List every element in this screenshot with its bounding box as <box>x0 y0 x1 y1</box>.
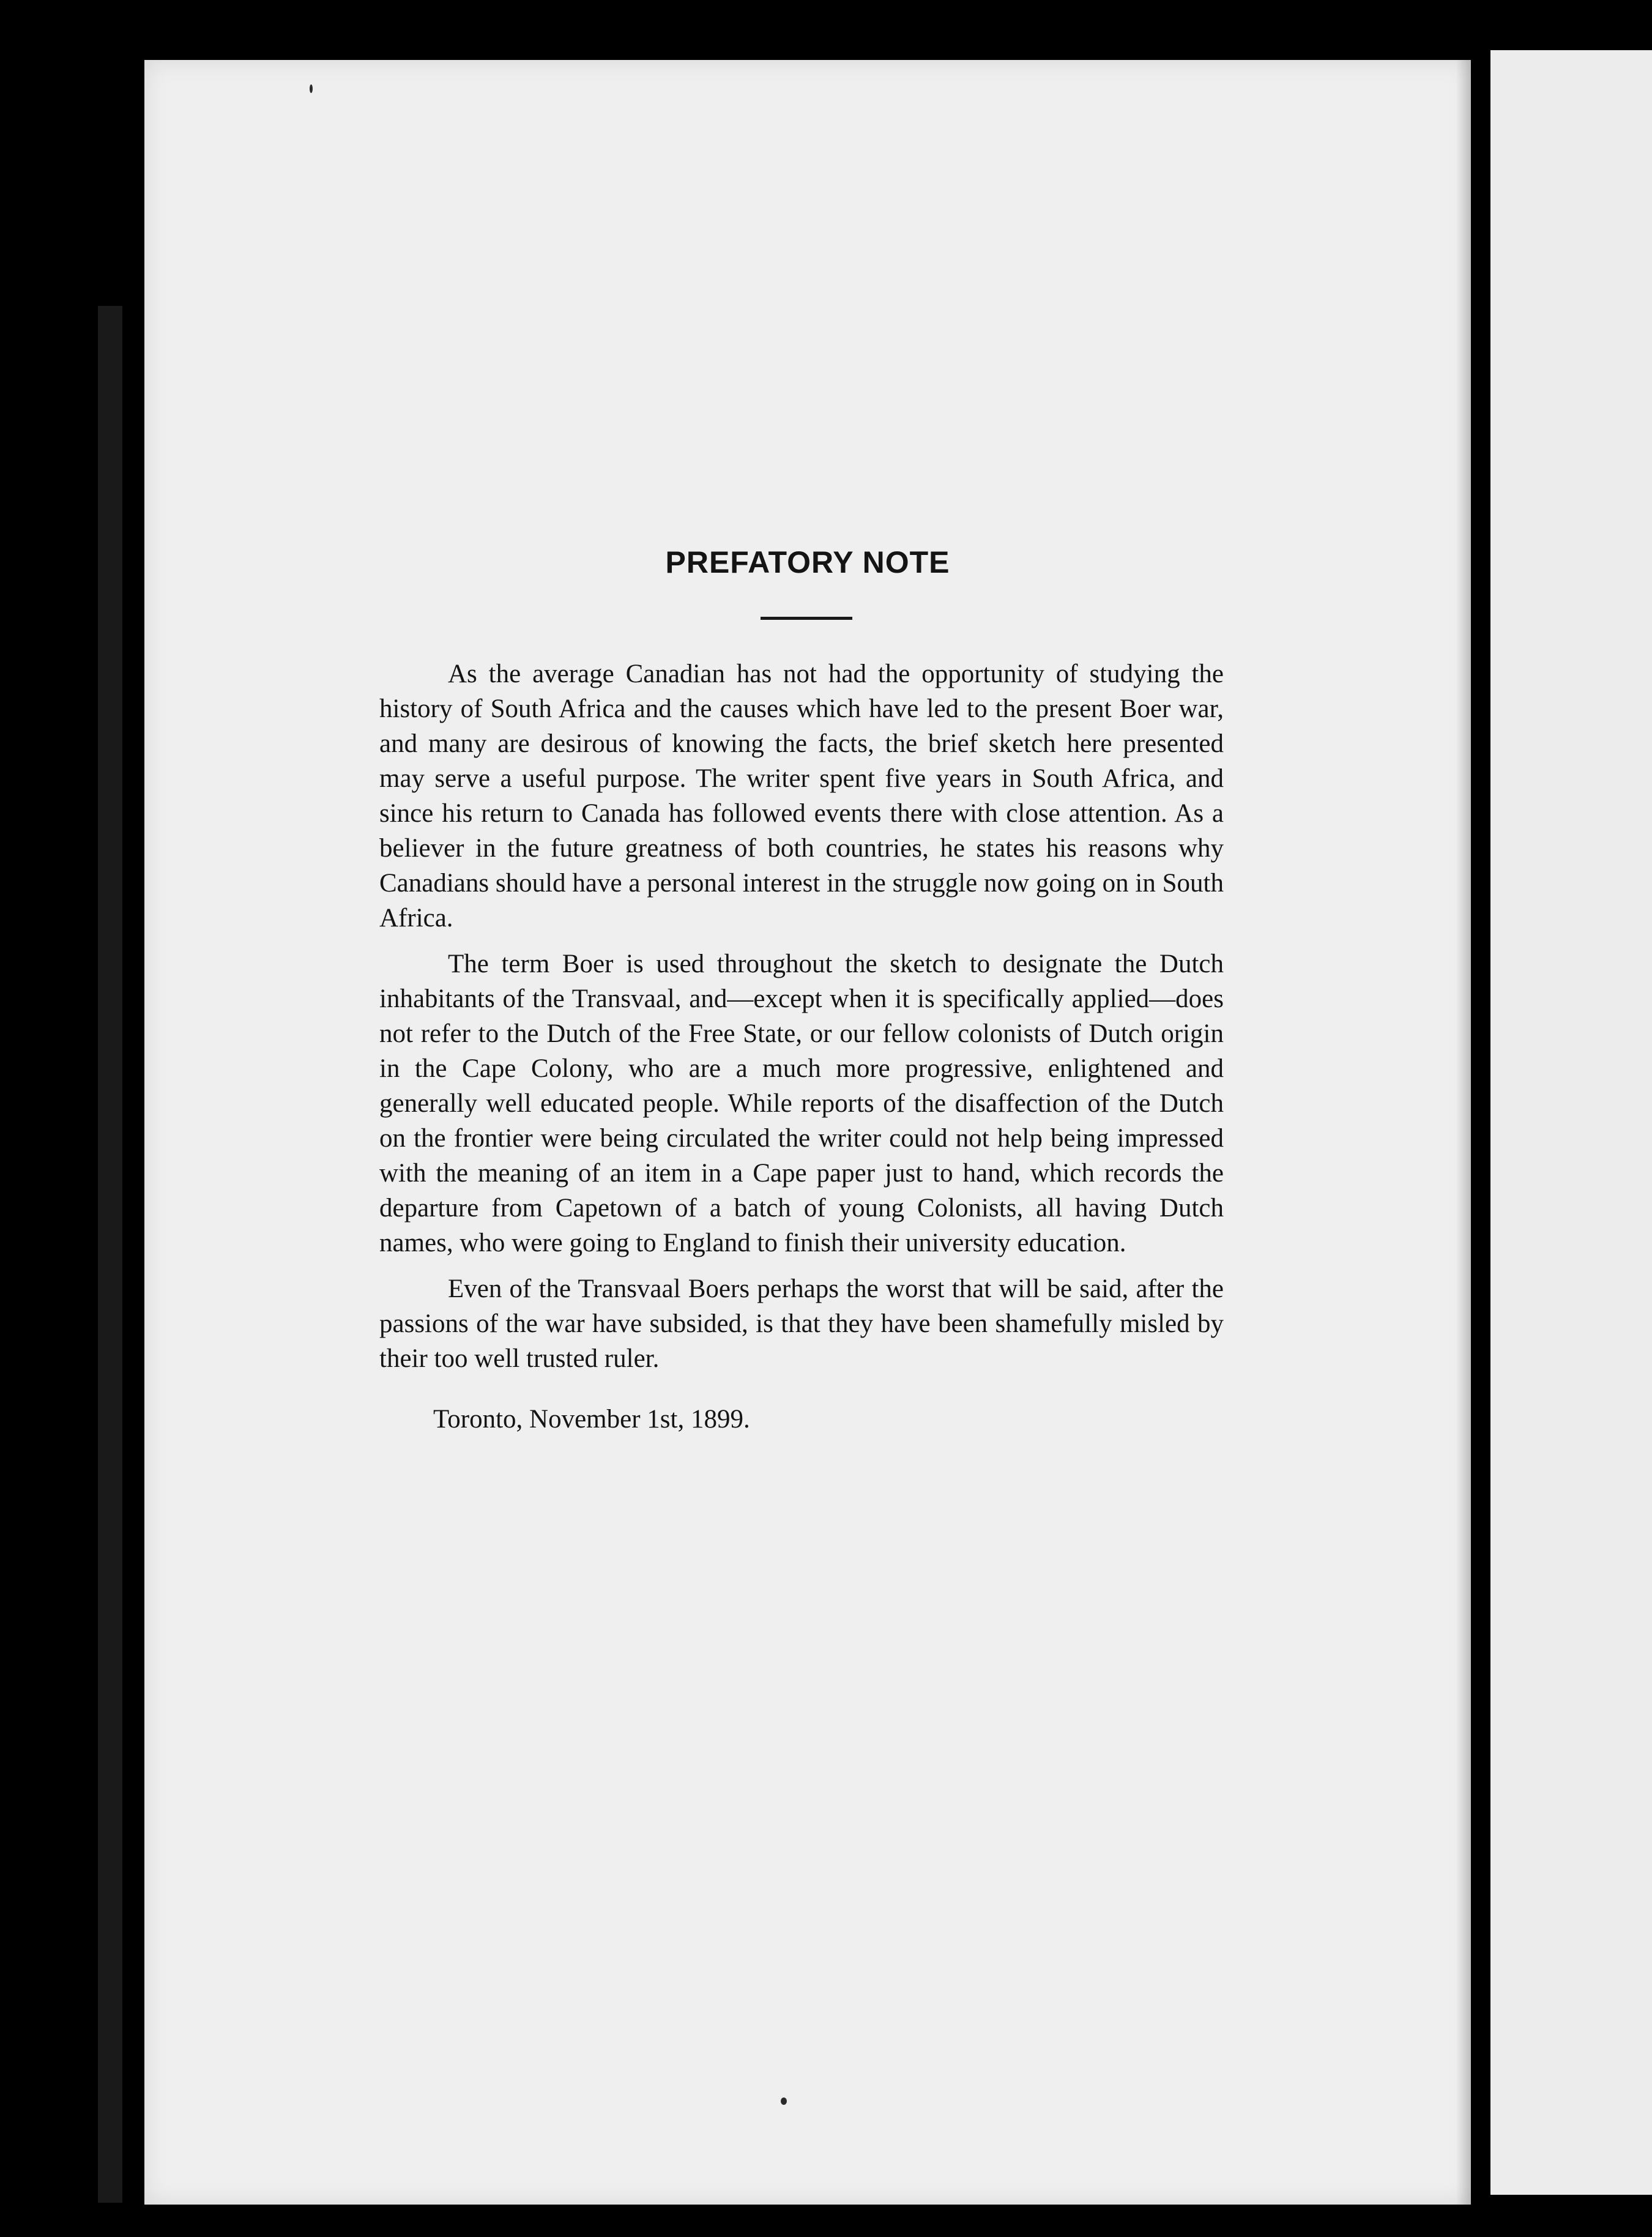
page-title: PREFATORY NOTE <box>665 545 950 579</box>
gutter-shadow <box>1456 60 1472 2205</box>
title-rule <box>761 617 852 620</box>
ink-speck <box>310 84 313 93</box>
paragraph-2: The term Boer is used throughout the sketch to designate the Dutch inhabitants of the Transvaal, and—except when it is specifically applied—does not refer to the Dutch of the Free State, or our fellow colonists of Dutch origin in the Cape Colony, who are a much more progressive, enlightened and generally well educated people. While reports of the disaffection of the Dutch on the frontier were being circulated the writer could not help being impressed with the meaning of an item in a Cape paper just to hand, which records the departure from Capetown of a batch of young Colonists, all having Dutch names, who were going to England to finish their university education. <box>379 950 1224 1257</box>
facing-page-edge <box>1490 50 1652 2195</box>
prefatory-note <box>379 545 1224 1437</box>
paragraph-1: As the average Canadian has not had the opportunity of studying the history of South Africa and the causes which have led to the present Boer war, and many are desirous of knowing the facts, the brief sketch here presented may serve a useful purpose. The writer spent five years in South Africa, and since his return to Canada has followed events there with close attention. As a believer in the future greatness of both countries, he states his reasons why Canadians should have a personal interest in the struggle now going on in South Africa. <box>379 660 1224 932</box>
ink-speck <box>781 2097 787 2105</box>
place-and-date: Toronto, November 1st, 1899. <box>433 1405 750 1434</box>
binding-edge <box>98 306 122 2203</box>
paragraph-3: Even of the Transvaal Boers perhaps the worst that will be said, after the passions of the war have subsided, is that they have been shamefully misled by their too well trusted ruler. <box>379 1275 1224 1373</box>
